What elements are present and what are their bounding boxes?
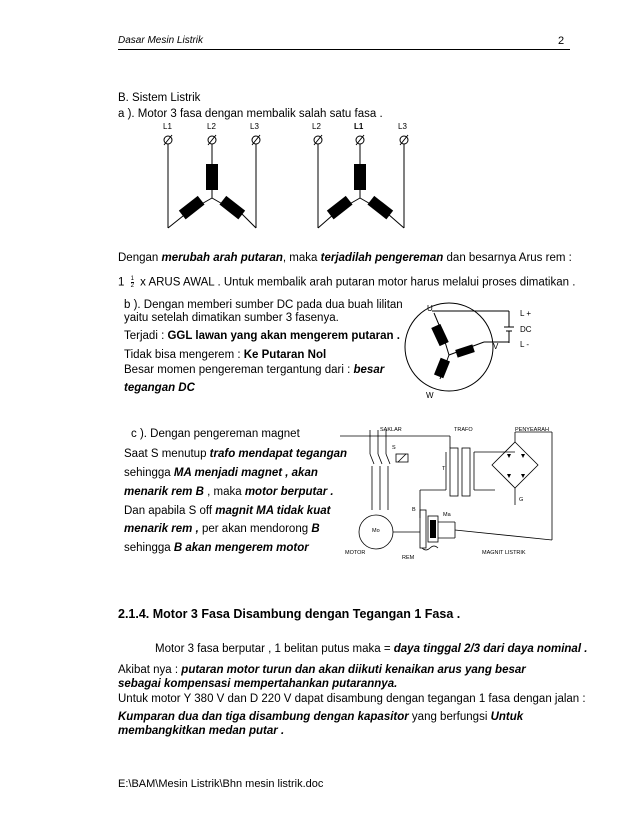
item-c-line4-mid: , maka xyxy=(203,486,245,498)
item-b-line3-prefix: Terjadi : xyxy=(124,330,168,342)
section-214-p1-bold: daya tinggal 2/3 dari daya nominal . xyxy=(393,643,588,655)
item-c-line1: c ). Dengan pengereman magnet xyxy=(131,428,300,440)
footer-path: E:\BAM\Mesin Listrik\Bhn mesin listrik.doc xyxy=(118,778,324,790)
item-c-line5 xyxy=(124,505,330,517)
fig-b-label-u: U xyxy=(427,304,433,313)
fig-c-label-g: G xyxy=(519,497,524,503)
item-c-line6 xyxy=(124,523,320,535)
fig-c-label-rem: REM xyxy=(402,555,415,561)
fig-c-label-ma: Ma xyxy=(443,512,451,518)
section-214-p3: Untuk motor Y 380 V dan D 220 V dapat disambung dengan tegangan 1 fasa dengan jalan : xyxy=(118,693,586,705)
formula-fraction xyxy=(131,276,134,289)
item-c-line2-bold: trafo mendapat tegangan xyxy=(209,448,348,460)
section-214-p4 xyxy=(118,710,570,738)
fig1-label-r-l3: L3 xyxy=(398,122,407,131)
para1-text-2: , maka xyxy=(282,252,321,264)
item-a-text: a ). Motor 3 fasa dengan membalik salah satu fasa . xyxy=(118,108,383,120)
section-214-p2 xyxy=(118,663,570,691)
item-c-line5-bold: magnit MA tidak kuat xyxy=(215,505,331,517)
item-c-line2 xyxy=(124,448,347,460)
item-c-line3-prefix: sehingga xyxy=(124,467,174,479)
section-214-p1 xyxy=(155,643,587,655)
item-c-line6-bold: menarik rem , xyxy=(124,523,199,535)
item-b-line1: b ). Dengan memberi sumber DC pada dua buah lilitan xyxy=(124,299,403,311)
fig-c-label-mo: Mo xyxy=(372,528,380,534)
item-b-line2: yaitu setelah dimatikan sumber 3 fasenya. xyxy=(124,312,339,324)
item-c-line2-prefix: Saat S menutup xyxy=(124,448,210,460)
fig-b-label-w: W xyxy=(426,391,434,400)
fig-c-label-trafo: TRAFO xyxy=(454,427,473,433)
fig1-label-r-l2: L2 xyxy=(312,122,321,131)
item-b-line5-bold: besar xyxy=(353,364,385,376)
item-c-line6-bold2: B xyxy=(311,523,320,535)
fig-c-label-b: B xyxy=(412,507,416,513)
para1-bold-2: terjadilah pengereman xyxy=(320,252,444,264)
fig1-label-l3: L3 xyxy=(250,122,259,131)
item-b-line5 xyxy=(124,364,384,376)
formula-whole: 1 xyxy=(118,276,125,289)
fig-c-label-t: T xyxy=(442,466,446,472)
header-rule xyxy=(118,49,570,50)
item-c-line7-prefix: sehingga xyxy=(124,542,174,554)
section-214-p4-mid: yang berfungsi xyxy=(408,711,491,723)
para1-text-1: Dengan xyxy=(118,252,162,264)
section-214-heading: 2.1.4. Motor 3 Fasa Disambung dengan Tegangan 1 Fasa . xyxy=(118,607,461,621)
fraction-numerator: 1 xyxy=(130,276,134,282)
para1-bold-1: merubah arah putaran xyxy=(161,252,283,264)
item-b-line5-prefix: Besar momen pengereman tergantung dari : xyxy=(124,364,354,376)
section-b-heading: B. Sistem Listrik xyxy=(118,92,201,104)
section-214-p4-bold2: Untuk membangkitkan medan putar . xyxy=(118,711,524,737)
section-214-p1-prefix: Motor 3 fasa berputar , 1 belitan putus maka = xyxy=(155,643,394,655)
fig-c-label-magnit: MAGNIT LISTRIK xyxy=(482,550,526,556)
item-c-line3-bold: MA menjadi magnet , akan xyxy=(173,467,318,479)
item-b-line4 xyxy=(124,349,326,361)
item-c-line5-prefix: Dan apabila S off xyxy=(124,505,216,517)
star-motor-diagram-1 xyxy=(150,128,410,238)
item-b-line3-bold: GGL lawan yang akan mengerem putaran . xyxy=(167,330,400,342)
brake-current-formula xyxy=(118,276,575,289)
fig1-label-r-l1: L1 xyxy=(354,122,364,131)
section-214-p2-prefix: Akibat nya : xyxy=(118,664,182,676)
para1-text-3: dan besarnya Arus rem : xyxy=(443,252,572,264)
fraction-denominator: 2 xyxy=(130,283,134,289)
fig1-label-l1: L1 xyxy=(163,122,172,131)
fig-c-label-s: S xyxy=(392,445,396,451)
fig-b-label-v: V xyxy=(493,342,499,351)
item-c-line4 xyxy=(124,486,334,498)
item-c-line6-mid: per akan mendorong xyxy=(198,523,312,535)
item-b-line6: tegangan DC xyxy=(124,382,195,394)
item-c-line4-bold2: motor berputar . xyxy=(244,486,334,498)
fig-c-label-saklar: SAKLAR xyxy=(380,427,402,433)
fig-c-label-motor: MOTOR xyxy=(345,550,366,556)
fig1-label-l2: L2 xyxy=(207,122,216,131)
fig-b-label-lminus: L - xyxy=(520,340,530,349)
item-c-line3 xyxy=(124,467,318,479)
item-c-line7 xyxy=(124,542,309,554)
header-title: Dasar Mesin Listrik xyxy=(118,35,204,46)
section-214-p4-bold1: Kumparan dua dan tiga disambung dengan kapasitor xyxy=(118,711,409,723)
item-c-line7-bold: B akan mengerem motor xyxy=(173,542,309,554)
fig-c-label-penyearah: PENYEARAH xyxy=(515,427,549,433)
item-b-line4-bold: Ke Putaran Nol xyxy=(243,349,327,361)
item-c-line4-bold1: menarik rem B xyxy=(124,486,204,498)
fig-b-label-dc: DC xyxy=(520,325,532,334)
formula-rest: x ARUS AWAL . Untuk membalik arah putaran motor harus melalui proses dimatikan . xyxy=(136,276,576,289)
section-214-p2-bold: putaran motor turun dan akan diikuti kenaikan arus yang besar sebagai kompensasi mempertahankan putarannya. xyxy=(118,664,526,690)
magnetic-brake-diagram xyxy=(340,430,570,570)
item-b-line3 xyxy=(124,330,400,342)
fig-b-label-lplus: L + xyxy=(520,309,532,318)
page-number: 2 xyxy=(558,35,565,47)
braking-paragraph xyxy=(118,252,572,264)
item-b-line4-prefix: Tidak bisa mengerem : xyxy=(124,349,244,361)
